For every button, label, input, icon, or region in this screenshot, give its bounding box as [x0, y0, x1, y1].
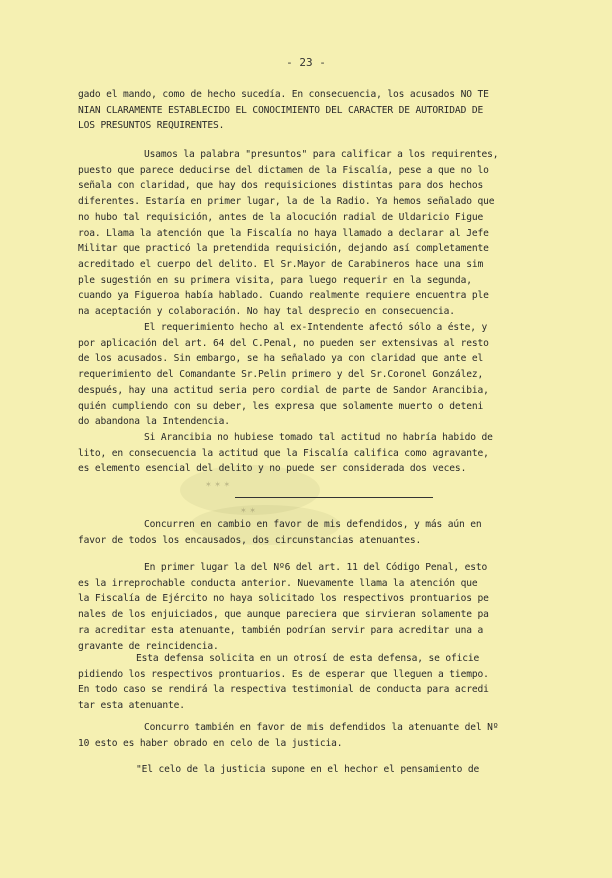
- paragraph: [78, 320, 538, 430]
- text-line: nales de los enjuiciados, que aunque pareciera que sirvieran solamente pa: [78, 609, 489, 621]
- text-line: no hubo tal requisición, antes de la alocución radial de Uldaricio Figue: [78, 211, 484, 223]
- text-line: 10 esto es haber obrado en celo de la justicia.: [78, 737, 343, 749]
- text-line: En todo caso se rendirá la respectiva testimonial de conducta para acredi: [78, 684, 489, 696]
- text-line: lito, en consecuencia la actitud que la Fiscalía califica como agravante,: [78, 447, 489, 459]
- paragraph: [78, 430, 538, 477]
- text-line: acreditado el cuerpo del delito. El Sr.Mayor de Carabineros hace una sim: [78, 258, 484, 270]
- text-line: después, hay una actitud seria pero cordial de parte de Sandor Arancibia,: [78, 384, 489, 396]
- page-number: - 23 -: [286, 56, 326, 69]
- text-line: requerimiento del Comandante Sr.Pelin primero y del Sr.Coronel González,: [78, 369, 484, 381]
- text-line: ra acreditar esta atenuante, también podrían servir para acreditar una a: [78, 624, 484, 636]
- paragraph: [78, 720, 538, 751]
- stamp-mark: ✶ ✶ ✶: [205, 480, 231, 489]
- text-line: es la irreprochable conducta anterior. Nuevamente llama la atención que: [78, 577, 478, 589]
- text-line: Concurro también en favor de mis defendidos la atenuante del Nº: [144, 722, 499, 733]
- text-line: El requerimiento hecho al ex-Intendente afectó sólo a éste, y: [144, 322, 488, 333]
- text-line: gravante de reincidencia.: [78, 640, 219, 652]
- text-line: la Fiscalía de Ejército no haya solicitado los respectivos prontuarios pe: [78, 593, 489, 605]
- section-divider: [235, 497, 433, 498]
- text-line: diferentes. Estaría en primer lugar, la de la Radio. Ya hemos señalado que: [78, 196, 495, 208]
- text-line: na aceptación y colaboración. No hay tal desprecio en consecuencia.: [78, 306, 455, 318]
- text-line: Si Arancibia no hubiese tomado tal actitud no habría habido de: [144, 432, 493, 443]
- stamp-mark: ✶ ✶: [240, 506, 256, 515]
- paragraph: [78, 651, 538, 714]
- text-line: do abandona la Intendencia.: [78, 416, 230, 428]
- text-line: cuando ya Figueroa había hablado. Cuando realmente requiere encuentra ple: [78, 290, 489, 302]
- text-line: quién cumpliendo con su deber, les expresa que solamente muerto o deteni: [78, 400, 484, 412]
- text-line: tar esta atenuante.: [78, 700, 185, 712]
- paragraph: [78, 560, 538, 654]
- text-line: ple sugestión en su primera visita, para luego requerir en la segunda,: [78, 274, 472, 286]
- text-line: de los acusados. Sin embargo, se ha señalado ya con claridad que ante el: [78, 353, 484, 365]
- text-line: Militar que practicó la pretendida requisición, dejando así completamente: [78, 243, 489, 255]
- text-line: roa. Llama la atención que la Fiscalía no haya llamado a declarar al Jefe: [78, 227, 489, 239]
- paragraph: [78, 762, 538, 778]
- text-line: puesto que parece deducirse del dictamen de la Fiscalía, pese a que no lo: [78, 164, 489, 176]
- text-line: En primer lugar la del Nº6 del art. 11 del Código Penal, esto: [144, 562, 488, 573]
- paragraph: [78, 87, 538, 134]
- paragraph: [78, 147, 538, 320]
- text-line: Esta defensa solicita en un otrosí de esta defensa, se oficie: [136, 653, 480, 664]
- text-line: "El celo de la justicia supone en el hechor el pensamiento de: [136, 764, 480, 775]
- text-line: Usamos la palabra "presuntos" para calificar a los requirentes,: [144, 149, 499, 160]
- text-line: es elemento esencial del delito y no puede ser considerada dos veces.: [78, 463, 467, 475]
- text-line: gado el mando, como de hecho sucedía. En consecuencia, los acusados NO TE: [78, 89, 489, 100]
- text-line: señala con claridad, que hay dos requisiciones distintas para dos hechos: [78, 180, 484, 192]
- text-line: por aplicación del art. 64 del C.Penal, no pueden ser extensivas al resto: [78, 337, 489, 349]
- text-line: pidiendo los respectivos prontuarios. Es de esperar que lleguen a tiempo.: [78, 668, 489, 680]
- paragraph: [78, 517, 538, 548]
- text-line: Concurren en cambio en favor de mis defendidos, y más aún en: [144, 519, 482, 530]
- text-line: LOS PRESUNTOS REQUIRENTES.: [78, 120, 225, 132]
- text-line: NIAN CLARAMENTE ESTABLECIDO EL CONOCIMIENTO DEL CARACTER DE AUTORIDAD DE: [78, 104, 484, 116]
- text-line: favor de todos los encausados, dos circunstancias atenuantes.: [78, 534, 422, 546]
